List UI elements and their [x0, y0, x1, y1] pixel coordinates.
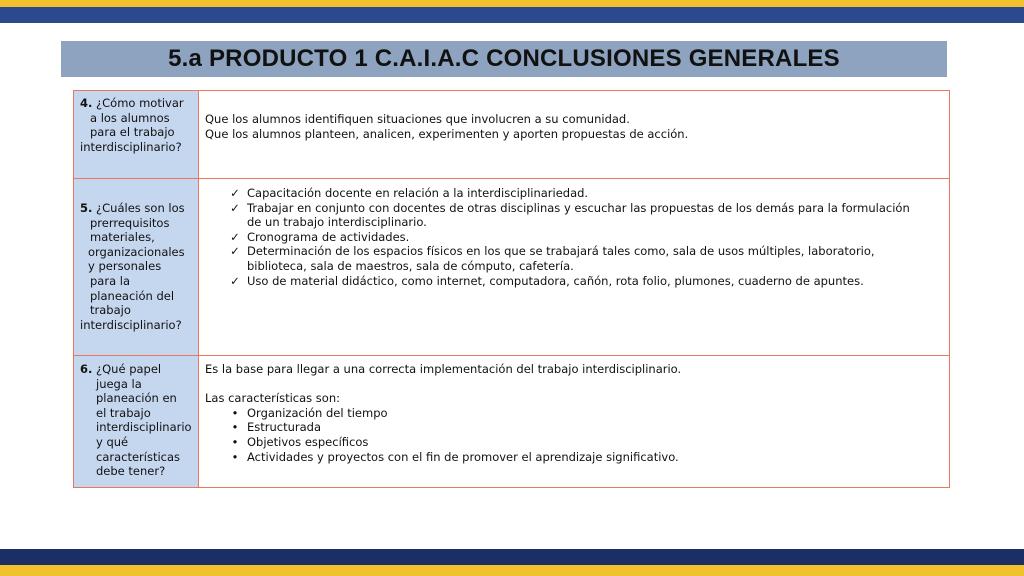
question-text: organizacionales — [88, 244, 185, 259]
characteristic-item: • Objetivos específicos — [205, 435, 939, 450]
answer-subtitle: Las características son: — [205, 391, 340, 406]
question-text: el trabajo — [96, 405, 151, 420]
question-text: interdisciplinario — [96, 420, 192, 435]
bullet-icon: • — [231, 420, 239, 435]
question-text: planeación en — [96, 391, 177, 406]
question-text: características — [96, 449, 181, 464]
question-text: ¿Qué papel — [96, 362, 162, 376]
table-row-6 — [74, 356, 949, 487]
bottom-navy-bar — [0, 549, 1024, 565]
question-text: ¿Cuáles son los — [96, 201, 185, 215]
prerequisite-item: ✓ Determinación de los espacios físicos en los que se trabajará tales como, sala de usos múltiples, laboratorio, — [223, 244, 939, 259]
question-text: debe tener? — [96, 464, 166, 479]
question-number: 5. — [80, 201, 93, 215]
answer-intro: Es la base para llegar a una correcta implementación del trabajo interdisciplinario. — [205, 362, 682, 376]
page-title: 5.a PRODUCTO 1 C.A.I.A.C CONCLUSIONES GENERALES — [168, 45, 840, 72]
table-row-4 — [74, 91, 949, 179]
question-text: a los alumnos — [90, 110, 170, 125]
check-icon: ✓ — [230, 273, 240, 288]
question-text: juega la — [96, 376, 142, 391]
prerequisite-item: ✓ Cronograma de actividades. — [223, 230, 939, 245]
check-icon: ✓ — [230, 186, 240, 200]
question-text: y personales — [88, 259, 162, 274]
table-row-5 — [74, 179, 949, 356]
prerequisite-item: ✓ Capacitación docente en relación a la interdisciplinariedad. — [223, 186, 939, 201]
characteristic-item: • Organización del tiempo — [205, 406, 939, 421]
question-text: interdisciplinario? — [80, 317, 182, 332]
check-icon: ✓ — [230, 229, 240, 244]
answer-cell-5 — [199, 179, 949, 355]
bullet-icon: • — [231, 449, 239, 464]
answer-line: Que los alumnos planteen, analicen, experimenten y aporten propuestas de acción. — [205, 126, 689, 141]
answer-line: Que los alumnos identifiquen situaciones que involucren a su comunidad. — [205, 112, 630, 126]
question-text: prerrequisitos — [90, 215, 170, 230]
bullet-icon: • — [231, 434, 239, 449]
question-cell-5 — [74, 179, 199, 355]
question-text: ¿Cómo motivar — [96, 96, 184, 110]
question-text: y qué — [96, 434, 129, 449]
prerequisite-item-continuation: de un trabajo interdisciplinario. — [247, 215, 427, 230]
check-icon: ✓ — [230, 200, 240, 215]
question-text: interdisciplinario? — [80, 139, 182, 154]
question-text: para el trabajo — [90, 125, 175, 140]
question-text: materiales, — [90, 230, 155, 245]
check-icon: ✓ — [230, 244, 240, 259]
question-text: para la — [90, 273, 131, 288]
top-navy-bar — [0, 7, 1024, 23]
question-number: 6. — [80, 362, 93, 376]
bottom-gold-bar — [0, 565, 1024, 576]
question-cell-6 — [74, 356, 199, 487]
answer-cell-6 — [199, 356, 949, 487]
characteristic-item: • Actividades y proyectos con el fin de promover el aprendizaje significativo. — [205, 450, 939, 465]
blank-line — [205, 377, 939, 392]
question-text: planeación del — [90, 288, 175, 303]
prerequisite-item: ✓ Trabajar en conjunto con docentes de otras disciplinas y escuchar las propuestas de los demás para la formulación — [223, 201, 939, 216]
answer-cell-4 — [199, 91, 949, 178]
question-text: trabajo — [90, 303, 131, 318]
prerequisite-item-continuation: biblioteca, sala de maestros, sala de cómputo, cafetería. — [247, 258, 574, 273]
prerequisite-item: ✓ Uso de material didáctico, como internet, computadora, cañón, rota folio, plumones, cuaderno de apuntes. — [223, 274, 939, 289]
conclusions-table — [73, 90, 950, 488]
question-number: 4. — [80, 96, 93, 110]
bullet-icon: • — [231, 405, 239, 420]
title-band — [61, 41, 947, 77]
top-gold-bar — [0, 0, 1024, 7]
question-cell-4 — [74, 91, 199, 178]
characteristic-item: • Estructurada — [205, 420, 939, 435]
